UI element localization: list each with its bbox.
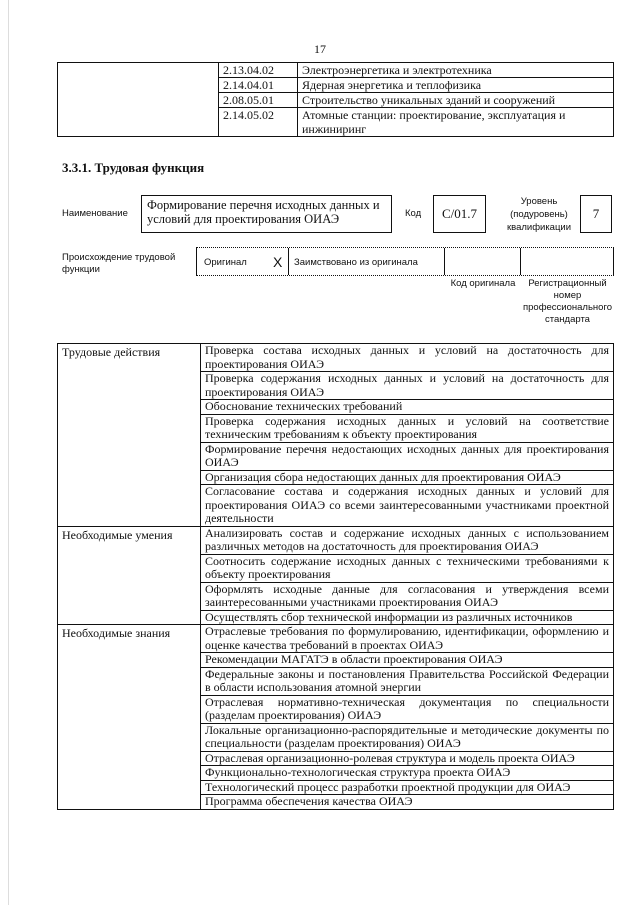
table-row xyxy=(58,625,614,653)
table-row xyxy=(58,485,614,527)
original-label: Оригинал xyxy=(204,257,247,268)
table-row xyxy=(58,442,614,470)
list-item: Организация сбора недостающих данных для проектирования ОИАЭ xyxy=(201,470,614,485)
specialty-name: Строительство уникальных зданий и сооружений xyxy=(298,93,614,108)
borrowed-label: Заимствовано из оригинала xyxy=(294,257,418,268)
section-label-spacer xyxy=(58,723,201,751)
section-label-spacer xyxy=(58,582,201,610)
list-item: Согласование состава и содержания исходных данных и условий для проектирования ОИАЭ со всеми заинтересованными участниками проектной деятельности xyxy=(201,485,614,527)
table-row xyxy=(58,582,614,610)
scan-edge-line xyxy=(8,0,9,905)
table-row xyxy=(58,667,614,695)
original-mark: X xyxy=(273,254,283,270)
origin-row xyxy=(196,247,614,276)
specialty-name: Ядерная энергетика и теплофизика xyxy=(298,78,614,93)
list-item: Программа обеспечения качества ОИАЭ xyxy=(201,795,614,810)
list-item: Формирование перечня недостающих исходных данных для проектирования ОИАЭ xyxy=(201,442,614,470)
function-code: C/01.7 xyxy=(433,195,486,233)
section-label: Необходимые умения xyxy=(58,526,201,554)
list-item: Проверка содержания исходных данных и условий на достаточность для проектирования ОИАЭ xyxy=(201,372,614,400)
table-row xyxy=(58,653,614,668)
section-label-spacer xyxy=(58,766,201,781)
specialty-code: 2.14.04.01 xyxy=(219,78,298,93)
specialty-code: 2.08.05.01 xyxy=(219,93,298,108)
table-row xyxy=(58,780,614,795)
section-label-spacer xyxy=(58,485,201,527)
list-item: Осуществлять сбор технической информации из различных источников xyxy=(201,610,614,625)
list-item: Локальные организационно-распорядительные и методические документы по специальности (разделам проектирования) ОИАЭ xyxy=(201,723,614,751)
table-row xyxy=(58,695,614,723)
specialty-name: Атомные станции: проектирование, эксплуатация и инжиниринг xyxy=(298,108,614,137)
list-item: Функционально-технологическая структура проекта ОИАЭ xyxy=(201,766,614,781)
table-row xyxy=(58,344,614,372)
level-label: Уровень (подуровень) квалификации xyxy=(506,196,572,233)
competency-table xyxy=(57,343,614,810)
section-label-spacer xyxy=(58,414,201,442)
divider xyxy=(288,248,289,275)
specialty-name: Электроэнергетика и электротехника xyxy=(298,63,614,78)
table-row xyxy=(58,795,614,810)
specialty-code: 2.14.05.02 xyxy=(219,108,298,137)
level-value: 7 xyxy=(580,195,612,233)
list-item: Проверка содержания исходных данных и условий на соответствие техническим требованиям к объекту проектирования xyxy=(201,414,614,442)
list-item: Оформлять исходные данные для согласования и утверждения всеми заинтересованными участниками проектирования ОИАЭ xyxy=(201,582,614,610)
table-row xyxy=(58,554,614,582)
list-item: Отраслевые требования по формулированию, идентификации, оформлению и оценке качества требований в проектах ОИАЭ xyxy=(201,625,614,653)
divider xyxy=(520,248,521,275)
section-label-spacer xyxy=(58,554,201,582)
table-row xyxy=(58,610,614,625)
specialties-table xyxy=(57,62,614,137)
section-label-spacer xyxy=(58,780,201,795)
section-label: Трудовые действия xyxy=(58,344,201,372)
table-row xyxy=(58,766,614,781)
section-label-spacer xyxy=(58,372,201,400)
specialty-code: 2.13.04.02 xyxy=(219,63,298,78)
section-label-spacer xyxy=(58,751,201,766)
table-row xyxy=(58,751,614,766)
section-label: Необходимые знания xyxy=(58,625,201,653)
list-item: Проверка состава исходных данных и условий на достаточность для проектирования ОИАЭ xyxy=(201,344,614,372)
section-label-spacer xyxy=(58,653,201,668)
code-label: Код xyxy=(405,208,422,219)
list-item: Анализировать состав и содержание исходных данных с использованием различных методов на достаточность для проектирования ОИАЭ xyxy=(201,526,614,554)
table-row xyxy=(58,723,614,751)
table-row xyxy=(58,414,614,442)
table-row xyxy=(58,470,614,485)
section-label-spacer xyxy=(58,695,201,723)
table-row xyxy=(58,400,614,415)
section-label-spacer xyxy=(58,470,201,485)
section-label-spacer xyxy=(58,667,201,695)
list-item: Федеральные законы и постановления Правительства Российской Федерации в области использования атомной энергии xyxy=(201,667,614,695)
section-label-spacer xyxy=(58,795,201,810)
divider xyxy=(444,248,445,275)
page-number: 17 xyxy=(314,42,326,56)
reg-caption: Регистрационный номер профессионального стандарта xyxy=(523,278,612,325)
code-caption: Код оригинала xyxy=(450,278,516,289)
name-label: Наименование xyxy=(62,208,128,219)
section-label-spacer xyxy=(58,610,201,625)
empty-cell xyxy=(58,63,219,137)
list-item: Рекомендации МАГАТЭ в области проектирования ОИАЭ xyxy=(201,653,614,668)
list-item: Отраслевая нормативно-техническая документация по специальности (разделам проектирования) ОИАЭ xyxy=(201,695,614,723)
table-row xyxy=(58,63,614,78)
list-item: Технологический процесс разработки проектной продукции для ОИАЭ xyxy=(201,780,614,795)
list-item: Соотносить содержание исходных данных с техническими требованиями к объекту проектирования xyxy=(201,554,614,582)
list-item: Отраслевая организационно-ролевая структура и модель проекта ОИАЭ xyxy=(201,751,614,766)
section-label-spacer xyxy=(58,442,201,470)
table-row xyxy=(58,526,614,554)
section-title: 3.3.1. Трудовая функция xyxy=(62,160,205,175)
table-row xyxy=(58,372,614,400)
list-item: Обоснование технических требований xyxy=(201,400,614,415)
section-label-spacer xyxy=(58,400,201,415)
origin-label: Происхождение трудовой функции xyxy=(62,252,176,275)
function-name: Формирование перечня исходных данных и условий для проектирования ОИАЭ xyxy=(141,195,392,233)
